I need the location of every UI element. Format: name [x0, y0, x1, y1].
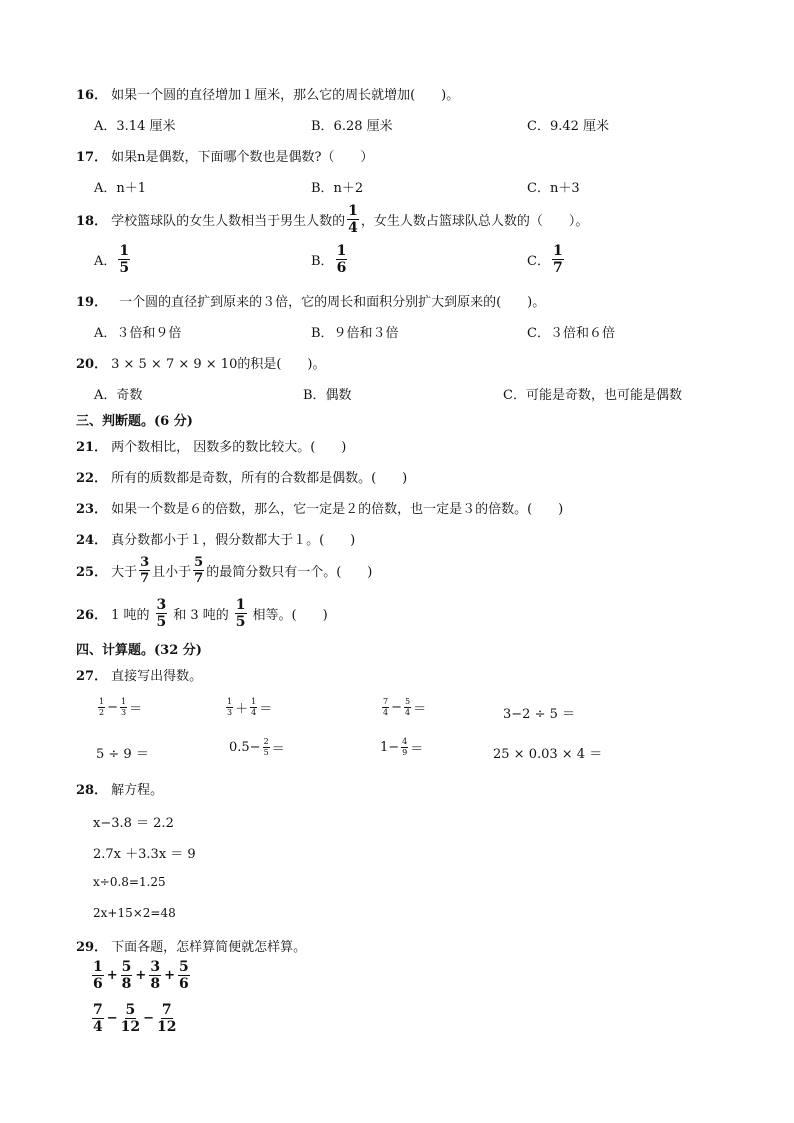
fraction: $\frac{7}{12}$ — [157, 1002, 177, 1035]
fraction: $\frac{5}{7}$ — [194, 555, 204, 586]
equals: ＝ — [410, 742, 424, 757]
question-29 — [76, 936, 306, 955]
fraction: $\frac{1}{4}$ — [348, 203, 358, 236]
section-heading: 三、判断题。(6 分) — [76, 414, 193, 429]
fraction: $\frac{1}{6}$ — [93, 959, 103, 992]
equals: ＝ — [271, 742, 285, 757]
question-23 — [76, 498, 563, 517]
fraction: $\frac{4}{9}$ — [402, 737, 408, 757]
option-b: B．偶数 — [303, 388, 352, 403]
question-text: 两个数相比， 因数多的数比较大。( ) — [111, 440, 347, 455]
equals: ＝ — [413, 702, 427, 717]
question-number: 27． — [76, 669, 108, 684]
question-26 — [76, 598, 328, 629]
fraction: $\frac{7}{4}$ — [383, 697, 389, 717]
question-text: 和 3 吨的 — [173, 608, 229, 623]
question-number: 21． — [76, 440, 108, 455]
option-a: A．3.14 厘米 — [94, 119, 176, 134]
question-number: 22． — [76, 471, 108, 486]
question-22 — [76, 467, 407, 486]
fraction: $\frac{3}{5}$ — [156, 597, 167, 630]
option-c: C．３倍和６倍 — [527, 326, 615, 341]
question-text: 学校篮球队的女生人数相当于男生人数的 — [111, 214, 346, 229]
equation: x−3.8 ＝ 2.2 — [93, 816, 174, 831]
expression-row-1 — [90, 960, 192, 991]
option-b — [311, 244, 349, 275]
option-a: A．n＋1 — [94, 181, 147, 196]
question-18 — [76, 204, 588, 235]
question-text: 真分数都小于１，假分数都大于１。( ) — [111, 533, 356, 548]
expression — [96, 698, 142, 717]
question-27 — [76, 665, 202, 684]
equation: 2x+15×2=48 — [93, 906, 176, 920]
expression — [380, 698, 426, 717]
option-label: A． — [94, 254, 117, 269]
option-a — [94, 244, 132, 275]
question-text: 一个圆的直径扩到原来的３倍，它的周长和面积分别扩大到原来的( )。 — [119, 295, 546, 310]
operator: + — [164, 968, 175, 983]
question-16 — [76, 84, 459, 103]
fraction: $\frac{5}{8}$ — [121, 959, 132, 992]
fraction: $\frac{1}{5}$ — [235, 597, 246, 630]
fraction: $\frac{3}{7}$ — [140, 555, 150, 586]
fraction: $\frac{5}{6}$ — [178, 959, 189, 992]
question-text: 如果一个圆的直径增加１厘米，那么它的周长就增加( )。 — [111, 88, 460, 103]
option-a: A．３倍和９倍 — [94, 326, 182, 341]
question-number: 20． — [76, 357, 108, 372]
operator: + — [135, 968, 147, 983]
operator: ＋ — [235, 702, 249, 717]
operator: + — [106, 968, 118, 983]
fraction: $\frac{1}{3}$ — [121, 697, 127, 717]
question-number: 16． — [76, 88, 108, 103]
option-label: C． — [527, 254, 550, 269]
question-text: 且小于 — [152, 565, 192, 580]
question-text: 的最简分数只有一个。( ) — [206, 565, 373, 580]
question-text: 直接写出得数。 — [111, 669, 203, 684]
fraction: $\frac{1}{7}$ — [552, 243, 563, 276]
equation: x÷0.8=1.25 — [93, 875, 166, 889]
question-24 — [76, 529, 355, 548]
operator: − — [143, 1011, 155, 1026]
fraction: $\frac{1}{2}$ — [99, 697, 105, 717]
equals: ＝ — [129, 702, 143, 717]
expression: 3−2 ÷ 5 ＝ — [503, 707, 575, 722]
fraction: $\frac{3}{8}$ — [150, 959, 161, 992]
fraction: $\frac{1}{3}$ — [227, 697, 233, 717]
expression — [224, 698, 272, 717]
question-number: 25． — [76, 565, 108, 580]
option-c: C．n＋3 — [527, 181, 580, 196]
option-b: B．n＋2 — [311, 181, 364, 196]
question-text-end: ，女生人数占篮球队总人数的（ ）。 — [360, 214, 589, 229]
fraction: $\frac{1}{5}$ — [119, 243, 130, 276]
option-c: C．9.42 厘米 — [527, 119, 610, 134]
question-number: 18． — [76, 214, 108, 229]
fraction: $\frac{5}{4}$ — [405, 697, 411, 717]
equals: ＝ — [259, 702, 273, 717]
expression — [229, 738, 285, 757]
expression — [380, 738, 423, 757]
question-number: 26． — [76, 608, 108, 623]
operator: − — [107, 700, 118, 715]
option-b: B．９倍和３倍 — [311, 326, 399, 341]
question-28 — [76, 779, 163, 798]
operand: 1− — [380, 740, 400, 755]
question-text: 相等。( ) — [252, 608, 328, 623]
fraction: $\frac{1}{4}$ — [251, 697, 257, 717]
option-label: B． — [311, 254, 334, 269]
fraction: $\frac{1}{6}$ — [336, 243, 347, 276]
question-21 — [76, 436, 346, 455]
question-17 — [76, 146, 373, 165]
expression: 5 ÷ 9 ＝ — [96, 747, 149, 762]
question-text: 解方程。 — [111, 783, 164, 798]
question-number: 28． — [76, 783, 108, 798]
question-text: 下面各题，怎样算简便就怎样算。 — [111, 940, 307, 955]
question-text: 如果n是偶数，下面哪个数也是偶数?（ ） — [111, 150, 374, 165]
question-text: 所有的质数都是奇数，所有的合数都是偶数。( ) — [111, 471, 408, 486]
question-number: 19． — [76, 295, 108, 310]
question-text: 如果一个数是６的倍数，那么，它一定是２的倍数，也一定是３的倍数。( ) — [111, 502, 564, 517]
question-19 — [76, 291, 545, 310]
question-25 — [76, 556, 372, 585]
question-number: 29． — [76, 940, 108, 955]
option-c — [527, 244, 566, 275]
equation: 2.7x ＋3.3x ＝ 9 — [93, 847, 196, 862]
operand: 0.5− — [229, 740, 261, 755]
expression-row-2 — [90, 1003, 179, 1034]
question-number: 23． — [76, 502, 108, 517]
fraction: $\frac{7}{4}$ — [93, 1002, 103, 1035]
option-a: A．奇数 — [94, 388, 143, 403]
expression: 25 × 0.03 × 4 ＝ — [493, 747, 603, 762]
fraction: $\frac{2}{5}$ — [263, 737, 269, 757]
section-heading: 四、计算题。(32 分) — [76, 643, 202, 658]
question-text: 大于 — [111, 565, 138, 580]
question-text: 3 × 5 × 7 × 9 × 10的积是( )。 — [111, 357, 326, 372]
option-c: C．可能是奇数，也可能是偶数 — [503, 388, 682, 403]
question-number: 24． — [76, 533, 108, 548]
question-20 — [76, 353, 326, 372]
operator: − — [391, 700, 402, 715]
question-text: 1 吨的 — [111, 608, 150, 623]
question-number: 17． — [76, 150, 108, 165]
operator: − — [106, 1011, 118, 1026]
fraction: $\frac{5}{12}$ — [120, 1002, 141, 1035]
option-b: B．6.28 厘米 — [311, 119, 393, 134]
